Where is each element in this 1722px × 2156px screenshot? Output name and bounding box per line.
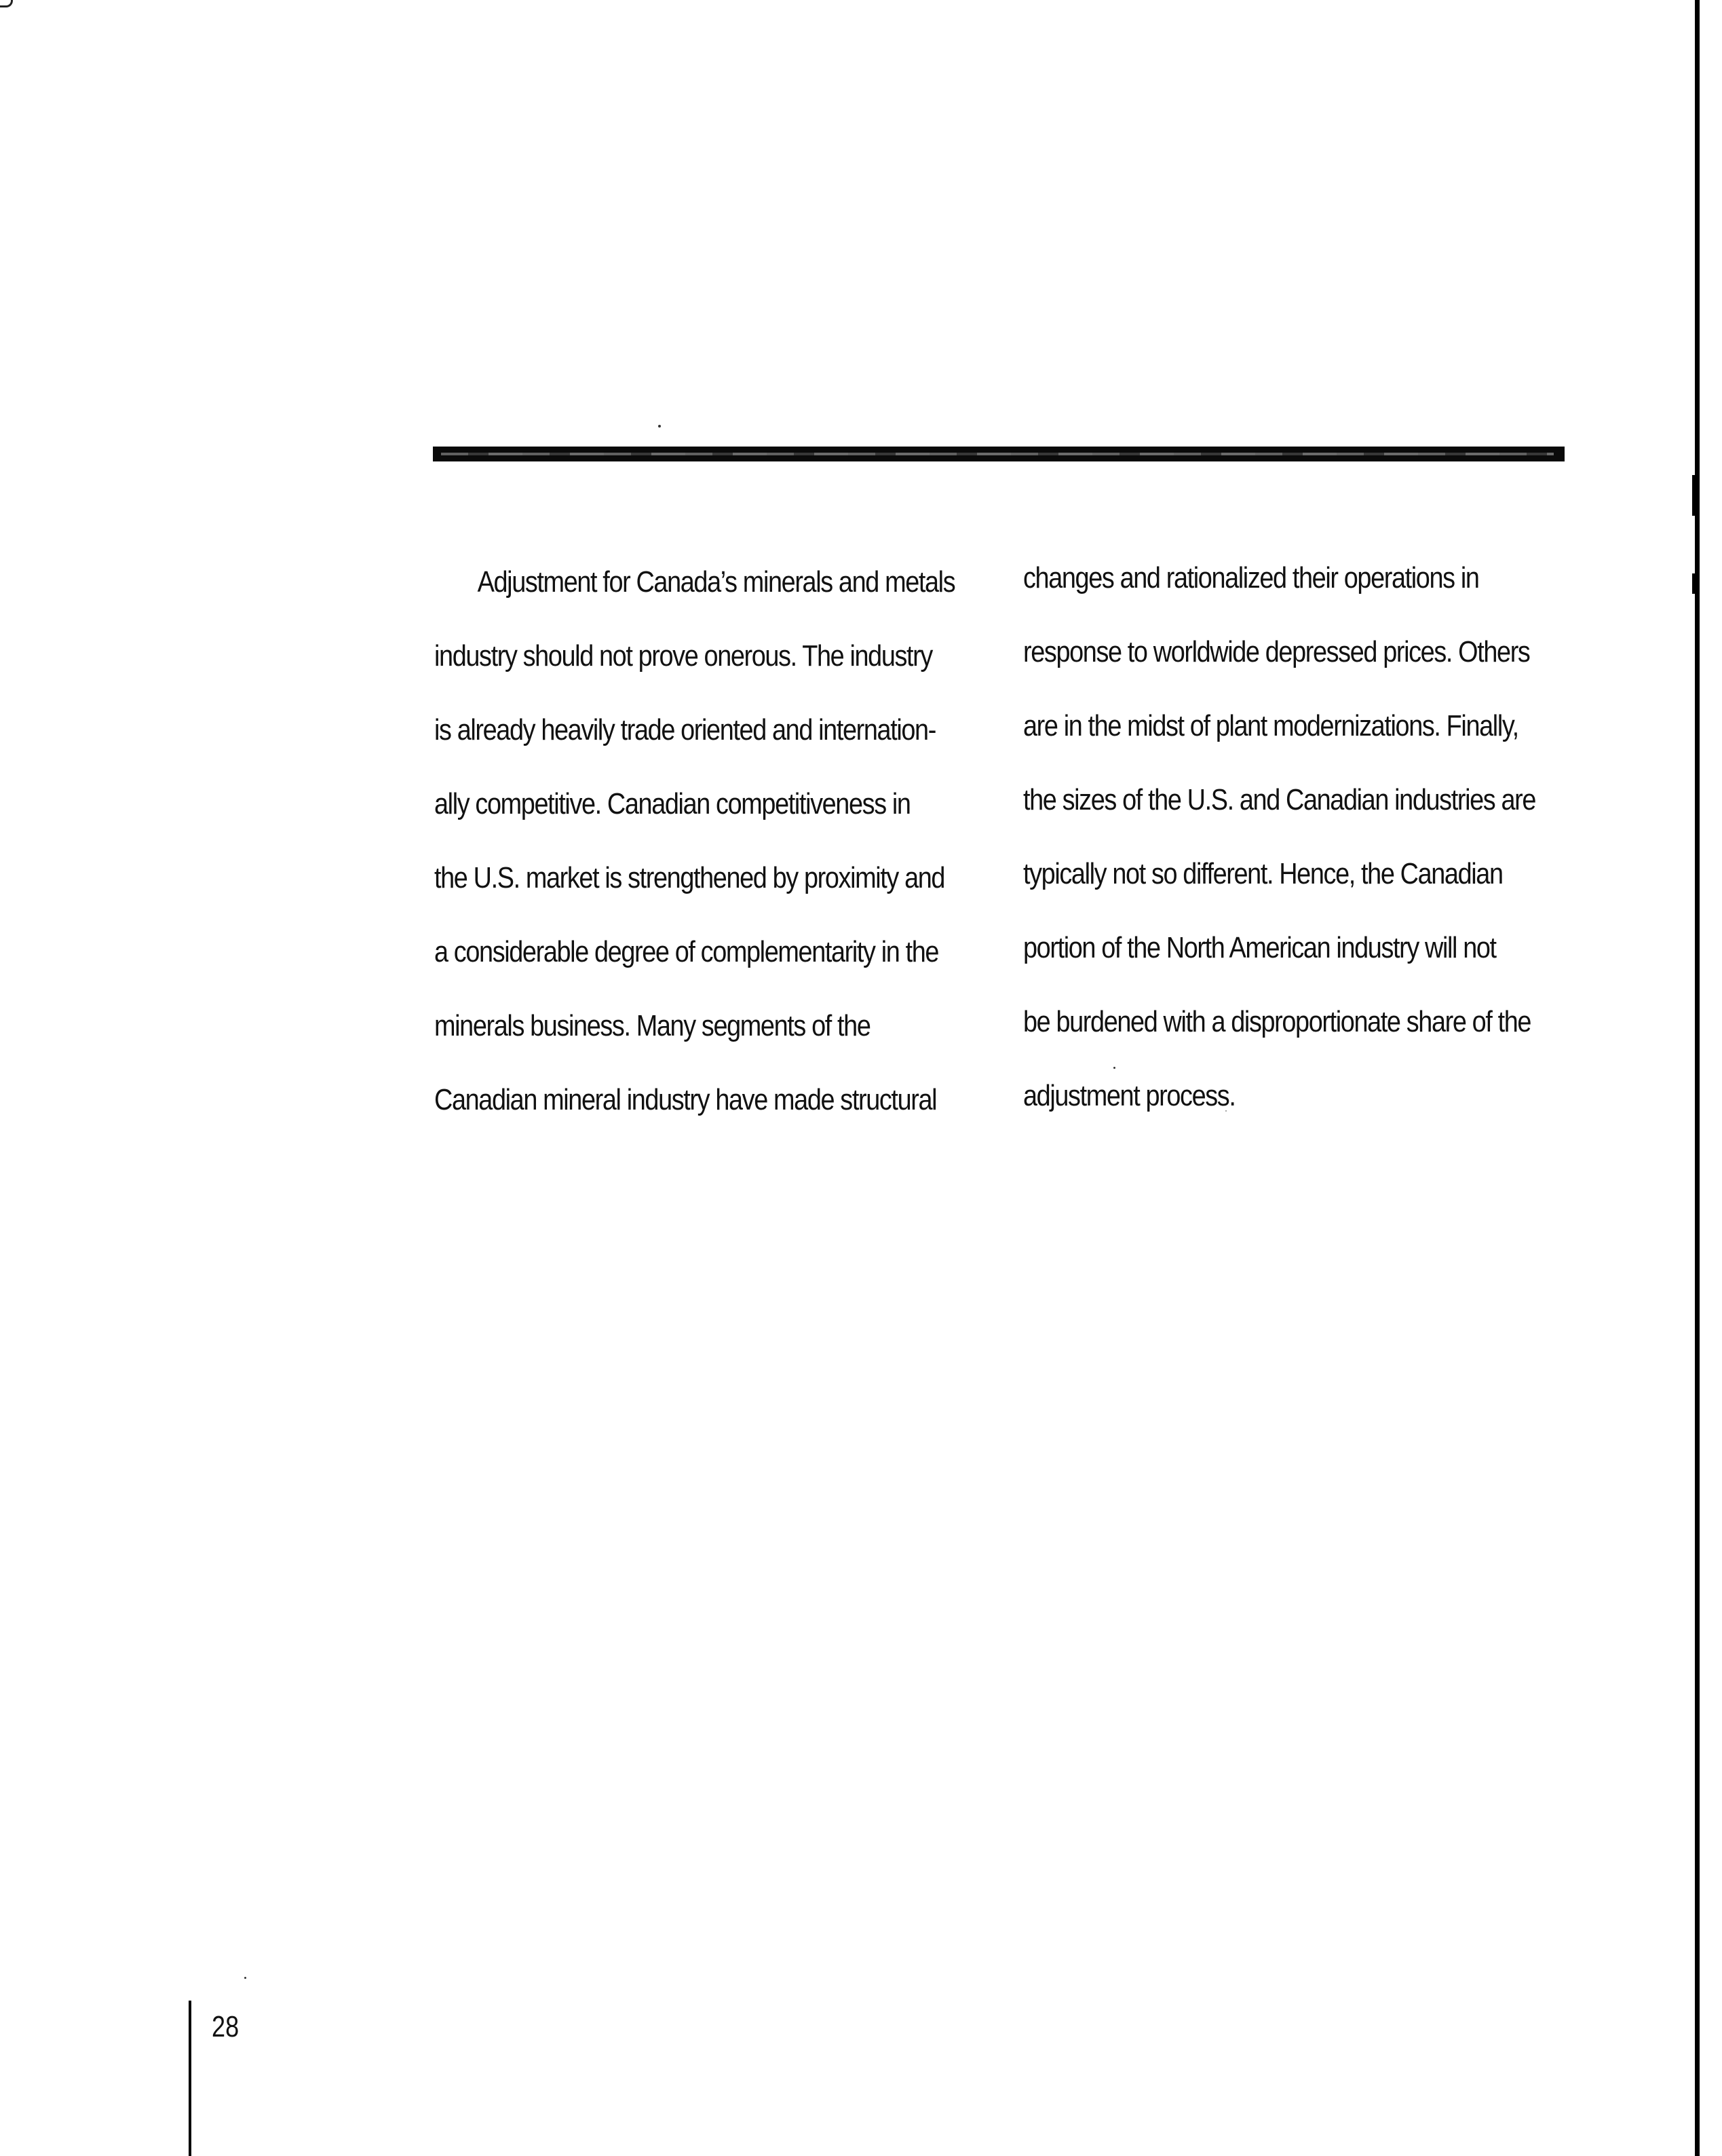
binding-edge (1695, 0, 1700, 2156)
text-line: response to worldwide depressed prices. Others (1023, 635, 1530, 668)
binding-edge-notch (1692, 475, 1696, 516)
text-line: are in the midst of plant modernizations. Finally, (1023, 708, 1518, 742)
text-line: the U.S. market is strengthened by proximity and (434, 860, 945, 894)
text-line: be burdened with a disproportionate share of the (1023, 1004, 1531, 1038)
text-line: Adjustment for Canada’s minerals and metals (477, 565, 955, 599)
text-line: portion of the North American industry will not (1023, 930, 1496, 964)
scan-corner-mark (0, 0, 13, 7)
text-line: minerals business. Many segments of the (434, 1008, 870, 1042)
text-line: is already heavily trade oriented and internation- (434, 713, 936, 746)
body-text-right-column (1023, 523, 1577, 1152)
body-text-left-column (434, 527, 982, 1156)
scan-speck (658, 425, 661, 428)
scan-speck (244, 1977, 246, 1979)
text-line: changes and rationalized their operations in (1023, 561, 1479, 594)
text-line: typically not so different. Hence, the Canadian (1023, 856, 1503, 890)
text-line: Canadian mineral industry have made structural (434, 1082, 937, 1116)
text-line: ally competitive. Canadian competitiveness in (434, 787, 911, 820)
text-line: adjustment process. (1023, 1078, 1236, 1112)
page-number: 28 (212, 2010, 240, 2043)
footer-margin-line (189, 2001, 191, 2156)
binding-edge-notch (1692, 573, 1696, 594)
text-line: industry should not prove onerous. The industry (434, 639, 932, 673)
text-line: a considerable degree of complementarity in the (434, 934, 939, 968)
text-line: the sizes of the U.S. and Canadian industries are (1023, 782, 1536, 816)
section-rule-texture (441, 453, 1554, 455)
